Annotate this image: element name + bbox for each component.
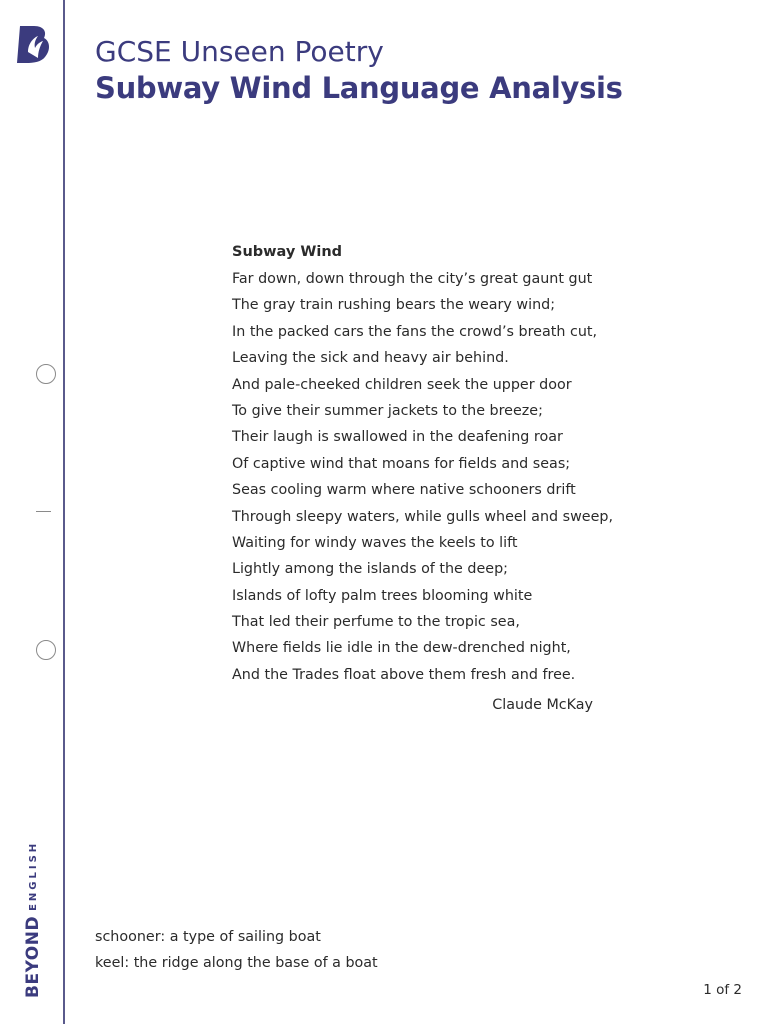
glossary: [95, 924, 378, 976]
poem-line: To give their summer jackets to the breeze;: [232, 402, 543, 419]
glossary-item: keel: the ridge along the base of a boat: [95, 955, 378, 971]
poem-line: Leaving the sick and heavy air behind.: [232, 350, 509, 367]
fold-mark: [36, 511, 51, 512]
poem-line: Through sleepy waters, while gulls wheel and sweep,: [232, 508, 613, 525]
poem-line: In the packed cars the fans the crowd’s breath cut,: [232, 323, 598, 340]
poem-line: Their laugh is swallowed in the deafening roar: [232, 429, 563, 446]
poem-line: And pale-cheeked children seek the upper door: [232, 376, 572, 393]
poem-line: Lightly among the islands of the deep;: [232, 561, 508, 578]
poem-line: The gray train rushing bears the weary wind;: [232, 297, 556, 314]
poem-line: Waiting for windy waves the keels to lift: [232, 534, 518, 551]
brand-light-text: ENGLISH: [27, 840, 39, 911]
poem-lines: [232, 266, 613, 688]
page-title: Subway Wind Language Analysis: [95, 71, 623, 105]
glossary-item: schooner: a type of sailing boat: [95, 929, 321, 945]
poem-line: Where fields lie idle in the dew-drenched night,: [232, 640, 571, 657]
poem-line: Of captive wind that moans for fields and seas;: [232, 455, 571, 472]
beyond-b-logo-icon: [14, 22, 52, 66]
margin-rule: [63, 0, 65, 1024]
page-number: 1 of 2: [703, 982, 742, 998]
poem-line: Far down, down through the city’s great gaunt gut: [232, 271, 593, 287]
poem-line: That led their perfume to the tropic sea,: [232, 614, 520, 631]
punch-hole-bottom: [36, 640, 56, 660]
page-kicker: GCSE Unseen Poetry: [95, 35, 384, 68]
poem-line: Islands of lofty palm trees blooming white: [232, 587, 533, 604]
poem: [232, 240, 613, 714]
poem-author: Claude McKay: [492, 697, 593, 714]
brand-strong-text: BEYOND: [23, 915, 43, 998]
punch-hole-top: [36, 364, 56, 384]
poem-line: Seas cooling warm where native schooners drift: [232, 482, 576, 499]
poem-title: Subway Wind: [232, 244, 343, 260]
brand-wordmark: [13, 838, 53, 998]
poem-line: And the Trades float above them fresh and free.: [232, 666, 576, 683]
